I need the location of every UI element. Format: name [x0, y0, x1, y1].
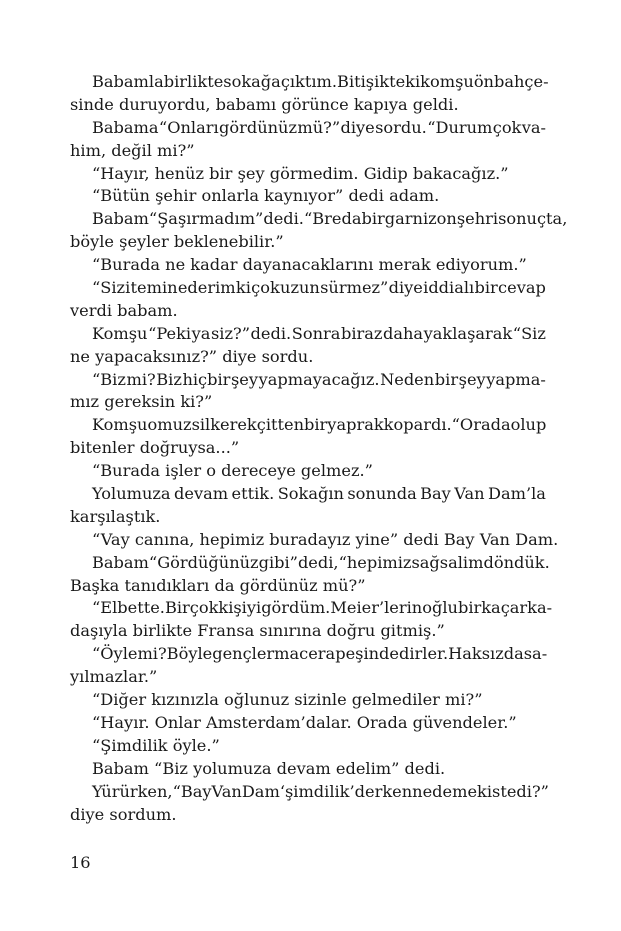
text-line: Babam “Gördüğünüz gibi” dedi, “hepimiz sağ salim döndük.: [92, 552, 550, 572]
text-line: “Hayır, henüz bir şey görmedim. Gidip bakacağız.”: [92, 163, 509, 183]
text-line: Komşu “Peki ya siz?” dedi. Sonra biraz daha yaklaşarak “Siz: [92, 323, 546, 343]
text-line: ne yapacaksınız?” diye sordu.: [70, 346, 314, 366]
text-line: Babam “Biz yolumuza devam edelim” dedi.: [92, 758, 446, 778]
text-line: “Bütün şehir onlarla kaynıyor” dedi adam.: [92, 186, 440, 206]
text-line: Komşu omuz silkerek çitten bir yaprak kopardı. “Orada olup: [92, 415, 547, 435]
text-line: “Burada işler o dereceye gelmez.”: [92, 461, 373, 481]
text-line: “Sizi temin ederim ki çok uzun sürmez” diye iddialı bir cevap: [92, 278, 546, 298]
text-line: Babamla birlikte sokağa çıktım. Bitişikteki komşu ön bahçe-: [92, 72, 549, 91]
text-line: “Burada ne kadar dayanacaklarını merak ediyorum.”: [92, 255, 527, 275]
text-line: Babama “Onları gördünüz mü?” diye sordu. “Durum çok va-: [92, 117, 546, 137]
text-line: “Hayır. Onlar Amsterdam’dalar. Orada güvendeler.”: [92, 712, 517, 732]
text-line: “Öyle mi? Böyle gençler macera peşindedirler. Haksız da sa-: [92, 644, 548, 664]
text-line: “Vay canına, hepimiz buradayız yine” dedi Bay Van Dam.: [92, 529, 559, 549]
text-line: Yolumuza devam ettik. Sokağın sonunda Bay Van Dam’la: [92, 484, 546, 504]
text-line: him, değil mi?”: [70, 140, 195, 160]
text-line: böyle şeyler beklenebilir.”: [70, 232, 284, 252]
text-line: “Şimdilik öyle.”: [92, 735, 220, 755]
body-text: [70, 71, 568, 826]
text-line: Babam “Şaşırmadım” dedi. “Breda bir garnizon şehri sonuçta,: [92, 209, 568, 229]
text-line: Başka tanıdıkları da gördünüz mü?”: [70, 575, 366, 595]
text-line: daşıyla birlikte Fransa sınırına doğru gitmiş.”: [70, 621, 445, 641]
text-line: “Elbette. Birçok kişiyi gördüm. Meier’lerin oğlu birkaç arka-: [92, 598, 553, 618]
text-line: “Diğer kızınızla oğlunuz sizinle gelmediler mi?”: [92, 690, 483, 710]
text-line: Yürürken, “Bay Van Dam ‘şimdilik’ derken ne demek istedi?”: [92, 781, 549, 801]
text-line: sinde duruyordu, babamı görünce kapıya geldi.: [70, 94, 459, 114]
text-line: verdi babam.: [70, 300, 178, 320]
page-number: 16: [70, 853, 91, 872]
text-line: diye sordum.: [70, 804, 177, 824]
text-line: yılmazlar.”: [70, 667, 158, 687]
text-line: “Biz mi? Biz hiçbir şey yapmayacağız. Neden bir şey yapma-: [92, 369, 546, 389]
text-line: bitenler doğruysa...”: [70, 438, 240, 458]
text-line: mız gereksin ki?”: [70, 392, 213, 412]
text-line: karşılaştık.: [70, 506, 161, 526]
